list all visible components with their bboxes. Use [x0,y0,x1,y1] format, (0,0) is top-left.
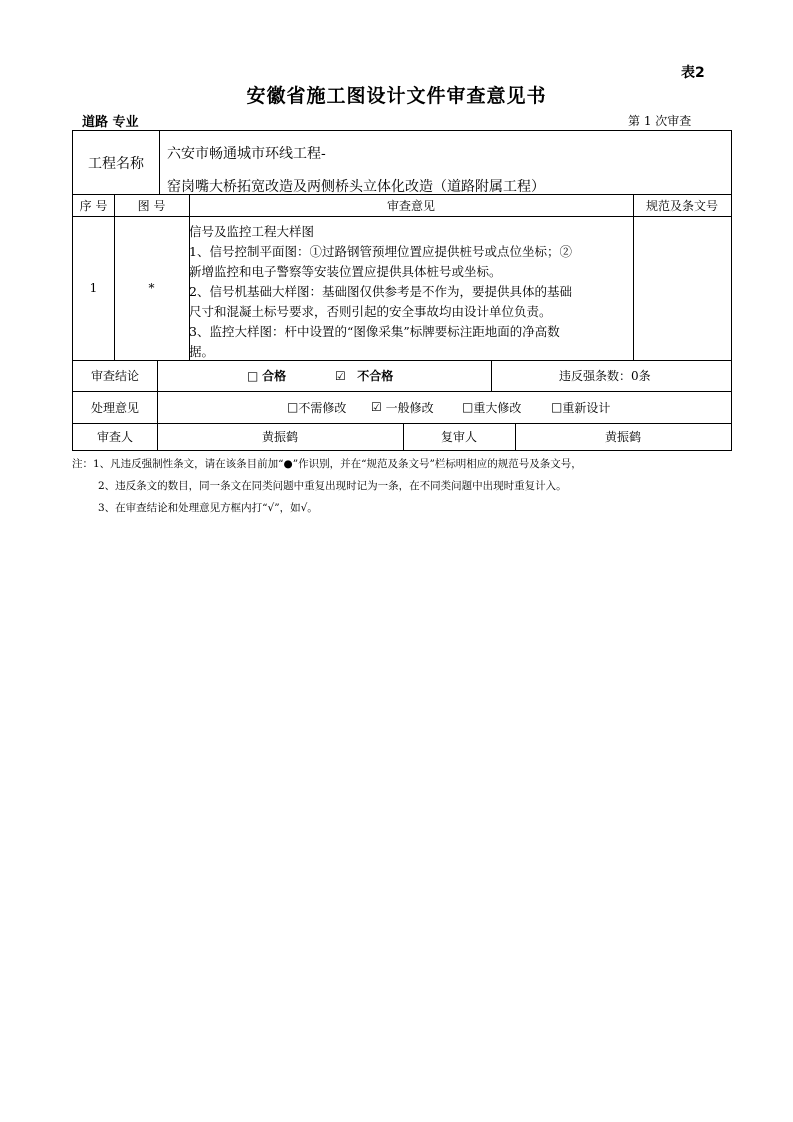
note-line: 2、违反条文的数目，同一条文在同类问题中重复出现时记为一条，在不同类问题中出现时重复计入。 [98,480,567,492]
header-drawing-no: 图 号 [137,198,166,213]
header-opinion: 审查意见 [386,198,435,213]
project-name-line2: 窑岗嘴大桥拓宽改造及两侧桥头立体化改造（道路附属工程） [167,179,545,195]
pass-label: 合格 [262,369,287,383]
review-count: 第 1 次审查 [628,114,692,128]
handling-option-general[interactable] [371,391,434,423]
opinion-line: 据。 [189,344,215,359]
handling-option-redesign[interactable] [551,391,610,423]
opinion-line: 1、信号控制平面图：①过路钢管预埋位置应提供桩号或点位坐标；② [189,244,572,259]
pass-option[interactable] [247,360,286,391]
table-number: 表2 [681,65,705,81]
reviewer-row [72,423,732,451]
violation-count: 违反强条数：0条 [559,369,651,383]
option-label: 重大修改 [473,400,522,415]
checkbox-icon[interactable]: □ [287,400,299,414]
handling-row [72,391,732,424]
table-row [72,216,732,361]
handling-label: 处理意见 [90,400,139,415]
document-title: 安徽省施工图设计文件审查意见书 [246,85,547,107]
header-clause: 规范及条文号 [645,198,718,213]
opinion-line: 2、信号机基础大样图：基础图仅供参考是不作为，要提供具体的基础 [189,284,572,299]
opinion-line: 3、监控大样图：杆中设置的“图像采集”标牌要标注距地面的净高数 [189,324,560,339]
checked-box-icon[interactable]: ☑ [335,368,346,383]
fail-option[interactable] [335,360,393,391]
project-row [72,130,732,195]
specialty-label: 道路 专业 [82,115,139,130]
checkbox-icon[interactable]: □ [462,400,474,414]
reviewer-name: 黄振鹤 [261,430,298,444]
reviewer-label: 审查人 [96,430,133,444]
opinion-line: 新增监控和电子警察等安装位置应提供具体桩号或坐标。 [189,264,502,279]
row-seq: 1 [89,281,98,295]
column-header-row [72,194,732,217]
option-label: 一般修改 [385,400,434,415]
rechecker-label: 复审人 [440,430,477,444]
row-drawing-no: * [148,281,155,295]
header-seq: 序 号 [79,198,108,213]
handling-option-major[interactable] [462,391,521,423]
project-label: 工程名称 [88,155,144,172]
conclusion-row [72,360,732,392]
note-line: 3、在审查结论和处理意见方框内打“√”，如√。 [98,502,318,514]
opinion-line: 信号及监控工程大样图 [189,224,315,239]
rechecker-name: 黄振鹤 [604,430,641,444]
row-clause [633,216,731,360]
checked-box-icon[interactable]: ☑ [371,400,382,414]
note-line: 注：1、凡违反强制性条文，请在该条目前加“●”作识别，并在“规范及条文号”栏标明相应的规范号及条文号， [72,458,582,470]
conclusion-label: 审查结论 [90,369,139,383]
fail-label: 不合格 [357,369,394,383]
handling-option-none[interactable] [287,391,346,423]
checkbox-icon[interactable]: □ [551,400,563,414]
option-label: 重新设计 [562,400,611,415]
checkbox-icon[interactable]: □ [247,368,259,383]
opinion-line: 尺寸和混凝土标号要求，否则引起的安全事故均由设计单位负责。 [189,304,552,319]
option-label: 不需修改 [298,400,347,415]
project-name-line1: 六安市畅通城市环线工程- [167,146,326,162]
